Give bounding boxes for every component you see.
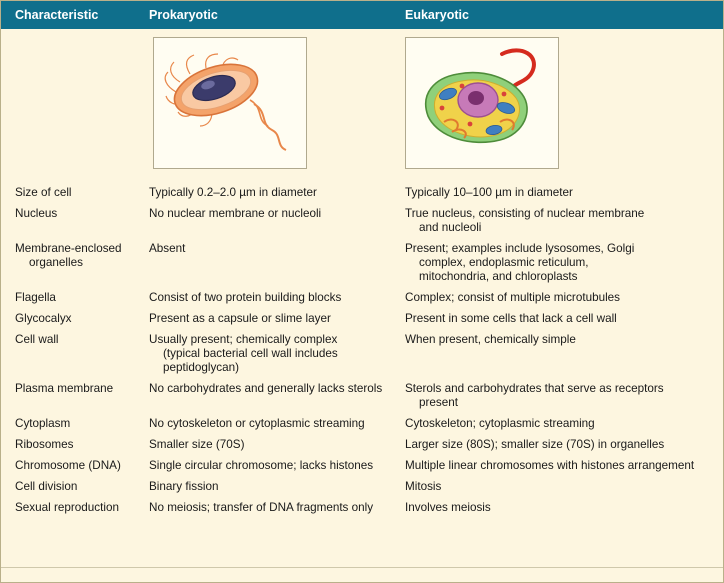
eukaryotic-cell-illustration [406, 38, 558, 168]
row-eukaryotic [395, 291, 723, 305]
row-eukaryotic [395, 333, 723, 375]
row-prokaryotic [137, 459, 395, 473]
table-row [1, 473, 723, 494]
table-row [1, 452, 723, 473]
column-header-prokaryotic: Prokaryotic [149, 8, 218, 22]
cell-line: No carbohydrates and generally lacks sterols [149, 382, 383, 395]
row-label: Size of cell [15, 186, 72, 199]
table-row [1, 284, 723, 305]
row-eukaryotic [395, 242, 723, 284]
prokaryotic-cell-figure [153, 37, 307, 169]
eukaryotic-figure-cell [395, 37, 723, 179]
cell-line: Single circular chromosome; lacks histones [149, 459, 374, 472]
cell-line: Typically 0.2–2.0 µm in diameter [149, 186, 317, 199]
row-label: Sexual reproduction [15, 501, 119, 514]
cell-line: True nucleus, consisting of nuclear membrane [405, 207, 645, 220]
cell-line: Sterols and carbohydrates that serve as receptors [405, 382, 664, 395]
cell-line: mitochondria, and chloroplasts [419, 270, 578, 283]
row-label: Glycocalyx [15, 312, 72, 325]
row-eukaryotic [395, 417, 723, 431]
row-prokaryotic [137, 207, 395, 235]
cell-line: present [419, 396, 458, 409]
row-prokaryotic [137, 417, 395, 431]
cell-line: No cytoskeleton or cytoplasmic streaming [149, 417, 365, 430]
table-row [1, 179, 723, 200]
row-eukaryotic [395, 501, 723, 515]
row-eukaryotic [395, 382, 723, 410]
row-prokaryotic [137, 186, 395, 200]
prokaryotic-cell-illustration [154, 38, 306, 168]
row-label [1, 242, 137, 284]
table-row [1, 494, 723, 515]
table-row [1, 375, 723, 410]
row-prokaryotic [137, 438, 395, 452]
cell-line: Binary fission [149, 480, 219, 493]
cell-line: Typically 10–100 µm in diameter [405, 186, 573, 199]
cell-line: Involves meiosis [405, 501, 491, 514]
prokaryotic-figure-cell [137, 37, 395, 179]
row-eukaryotic [395, 438, 723, 452]
cell-line: peptidoglycan) [163, 361, 240, 374]
row-prokaryotic [137, 480, 395, 494]
row-eukaryotic [395, 207, 723, 235]
cell-line: (typical bacterial cell wall includes [163, 347, 338, 360]
row-label-line: Membrane-enclosed [15, 242, 122, 255]
table-row [1, 200, 723, 235]
row-prokaryotic [137, 291, 395, 305]
eukaryotic-cell-figure [405, 37, 559, 169]
row-label: Cytoplasm [15, 417, 71, 430]
cell-line: No nuclear membrane or nucleoli [149, 207, 322, 220]
row-label: Cell division [15, 480, 78, 493]
cell-line: Present; examples include lysosomes, Golgi [405, 242, 635, 255]
row-eukaryotic [395, 480, 723, 494]
cell-line: Multiple linear chromosomes with histones arrangement [405, 459, 695, 472]
column-header-eukaryotic: Eukaryotic [405, 8, 469, 22]
cell-line: When present, chemically simple [405, 333, 576, 346]
table-row [1, 305, 723, 326]
table-row [1, 326, 723, 375]
row-label: Plasma membrane [15, 382, 114, 395]
table-row [1, 235, 723, 284]
cell-line: Smaller size (70S) [149, 438, 245, 451]
cell-line: Absent [149, 242, 186, 255]
row-prokaryotic [137, 242, 395, 284]
cell-line: Usually present; chemically complex [149, 333, 338, 346]
row-prokaryotic [137, 382, 395, 410]
row-label: Ribosomes [15, 438, 74, 451]
table-bottom-divider [1, 567, 723, 568]
row-prokaryotic [137, 501, 395, 515]
cell-line: Consist of two protein building blocks [149, 291, 342, 304]
cell-line: Present as a capsule or slime layer [149, 312, 331, 325]
table-body [1, 29, 723, 582]
cell-line: Complex; consist of multiple microtubules [405, 291, 621, 304]
figure-row-label-spacer [1, 37, 137, 179]
row-label: Nucleus [15, 207, 58, 220]
row-label: Chromosome (DNA) [15, 459, 121, 472]
cell-line: Mitosis [405, 480, 442, 493]
row-prokaryotic [137, 312, 395, 326]
cell-line: Present in some cells that lack a cell wall [405, 312, 617, 325]
row-label-line: organelles [29, 256, 83, 269]
row-eukaryotic [395, 186, 723, 200]
table-row [1, 410, 723, 431]
table-row [1, 431, 723, 452]
row-label: Cell wall [15, 333, 59, 346]
cell-line: Cytoskeleton; cytoplasmic streaming [405, 417, 595, 430]
row-prokaryotic [137, 333, 395, 375]
table-header-row [1, 1, 723, 29]
figure-row [1, 29, 723, 179]
column-header-characteristic: Characteristic [15, 8, 99, 22]
cell-line: No meiosis; transfer of DNA fragments only [149, 501, 374, 514]
cell-line: complex, endoplasmic reticulum, [419, 256, 589, 269]
cell-line: and nucleoli [419, 221, 482, 234]
row-eukaryotic [395, 459, 723, 473]
row-label: Flagella [15, 291, 56, 304]
row-eukaryotic [395, 312, 723, 326]
cell-line: Larger size (80S); smaller size (70S) in organelles [405, 438, 665, 451]
